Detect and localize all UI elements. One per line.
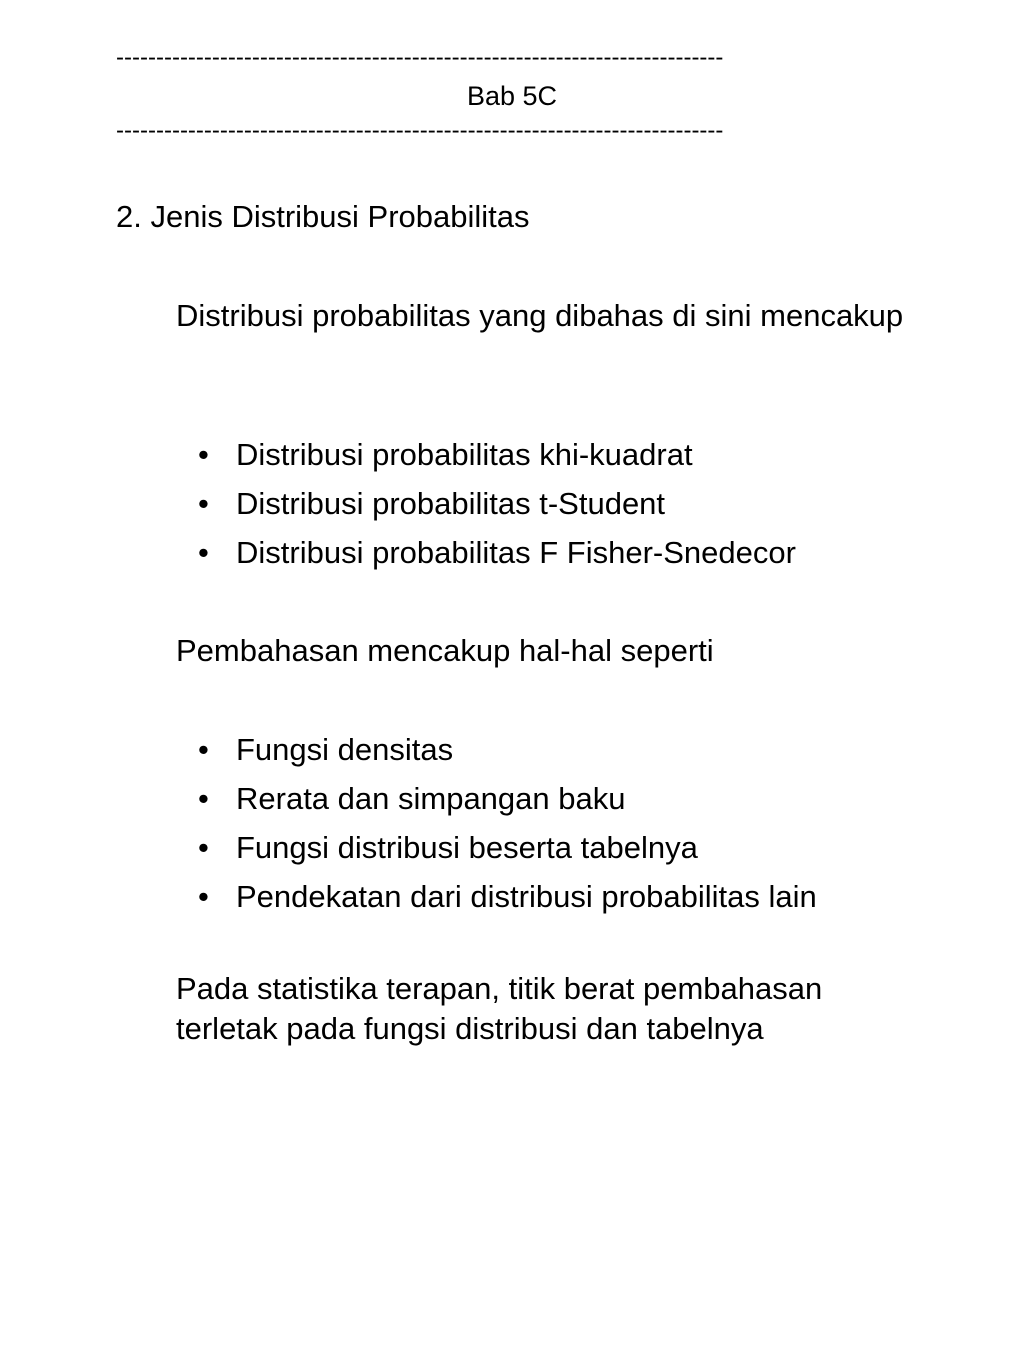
section-heading: 2. Jenis Distribusi Probabilitas [116,199,530,234]
intro-paragraph: Distribusi probabilitas yang dibahas di sini mencakup [176,298,904,333]
bullet-icon: • [198,879,209,914]
header-divider-top: ---------------------------------------------------------------------------- [116,44,724,71]
bullet-icon: • [198,732,209,767]
list-item [198,872,817,921]
bullet-icon: • [198,830,209,865]
list-item [198,823,817,872]
list-item-text: Fungsi densitas [236,732,454,767]
bullet-icon: • [198,437,209,472]
list-item [198,528,796,577]
header-divider-bottom: ---------------------------------------------------------------------------- [116,117,724,144]
list-item [198,430,796,479]
list-item-text: Distribusi probabilitas F Fisher-Snedecor [236,535,796,570]
coverage-paragraph: Pembahasan mencakup hal-hal seperti [176,633,714,668]
list-item [198,774,817,823]
distribution-list [198,430,796,577]
conclusion-paragraph: Pada statistika terapan, titik berat pembahasan terletak pada fungsi distribusi dan tabelnya [176,971,823,1046]
bullet-icon: • [198,535,209,570]
bullet-icon: • [198,781,209,816]
list-item-text: Fungsi distribusi beserta tabelnya [236,830,698,865]
list-item [198,479,796,528]
list-item-text: Pendekatan dari distribusi probabilitas lain [236,879,817,914]
topic-list [198,725,817,921]
list-item-text: Rerata dan simpangan baku [236,781,626,816]
list-item [198,725,817,774]
list-item-text: Distribusi probabilitas khi-kuadrat [236,437,693,472]
chapter-title: Bab 5C [466,81,558,111]
list-item-text: Distribusi probabilitas t-Student [236,486,666,521]
bullet-icon: • [198,486,209,521]
